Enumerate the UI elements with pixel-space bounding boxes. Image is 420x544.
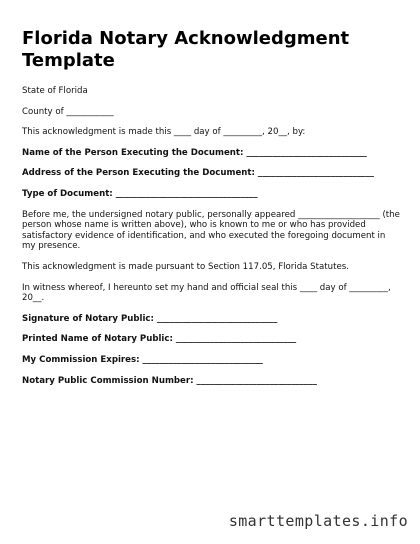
document-page bbox=[22, 28, 400, 396]
document-title: Florida Notary Acknowledgment Template bbox=[22, 28, 350, 71]
county-line: County of ___________ bbox=[22, 106, 114, 117]
type-document-field: Type of Document: _________________________________ bbox=[22, 188, 258, 199]
witness-paragraph: In witness whereof, I hereunto set my hand and official seal this ____ day of _________, 20__. bbox=[22, 282, 391, 304]
notary-signature-field: Signature of Notary Public: ____________________________ bbox=[22, 313, 278, 324]
site-watermark: smarttemplates.info bbox=[228, 512, 408, 530]
name-executing-field: Name of the Person Executing the Document: ____________________________ bbox=[22, 147, 367, 158]
before-me-paragraph: Before me, the undersigned notary public, personally appeared ___________________ (the person whose name is written above), who is known to me or who has provided satisfactory evidence of identification, and who executed the foregoing document in my presence. bbox=[22, 209, 400, 252]
notary-printed-name-field: Printed Name of Notary Public: ____________________________ bbox=[22, 334, 297, 345]
pursuant-paragraph: This acknowledgment is made pursuant to Section 117.05, Florida Statutes. bbox=[22, 261, 349, 272]
commission-expires-field: My Commission Expires: ____________________________ bbox=[22, 354, 263, 365]
state-line: State of Florida bbox=[22, 86, 88, 96]
commission-number-field: Notary Public Commission Number: ____________________________ bbox=[22, 375, 317, 386]
acknowledgment-date-line: This acknowledgment is made this ____ day of _________, 20__, by: bbox=[22, 127, 306, 138]
address-executing-field: Address of the Person Executing the Document: ___________________________ bbox=[22, 168, 374, 179]
